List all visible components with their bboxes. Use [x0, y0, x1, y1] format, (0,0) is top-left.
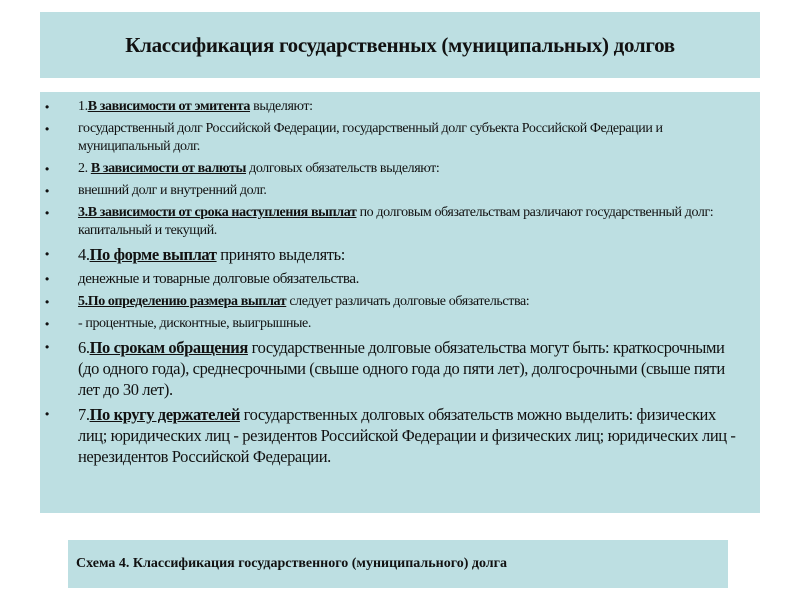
item-text: - процентные, дисконтные, выигрышные. [78, 316, 311, 331]
item-heading: В зависимости от валюты [90, 161, 247, 176]
item-text: по долговым обязательствам различают государственный долг: капитальный и текущий. [78, 205, 714, 238]
slide-title: Классификация государственных (муниципальных) долгов [125, 33, 675, 57]
item-text: государственные долговые обязательства могут быть: краткосрочными (до одного года), среднесрочными (свыше одного года до пяти лет), долгосрочными (свыше пяти лет до 30 лет). [78, 338, 725, 399]
item-text: внешний долг и внутренний долг. [78, 183, 267, 198]
list-item [78, 337, 740, 400]
list-item [78, 293, 740, 311]
item-text: принято выделять: [216, 245, 345, 264]
slide-title-box [40, 12, 760, 78]
list-item [78, 204, 740, 240]
item-prefix: 6. [78, 338, 90, 357]
list-item [78, 244, 740, 265]
item-heading: По срокам обращения [89, 338, 248, 357]
item-prefix: 4. [78, 245, 90, 264]
item-heading: 3.В зависимости от срока наступления выплат [78, 205, 357, 220]
item-prefix: 7. [78, 405, 90, 424]
item-text: выделяют: [250, 99, 313, 114]
list-item [78, 120, 740, 156]
list-item [78, 98, 740, 116]
item-prefix: 1. [78, 99, 88, 114]
caption-box [68, 540, 728, 588]
list-item [78, 404, 740, 467]
item-text: следует различать долговые обязательства: [286, 294, 530, 309]
classification-list [78, 98, 740, 467]
item-text: государственных долговых обязательств можно выделить: физических лиц; юридических лиц - резидентов Российской Федерации и физических лиц; юридических лиц - нерезидентов Российской Федерации. [78, 405, 736, 466]
list-item [78, 182, 740, 200]
list-item [78, 315, 740, 333]
item-heading: В зависимости от эмитента [87, 99, 251, 114]
item-heading: По кругу держателей [89, 405, 240, 424]
item-heading: 5.По определению размера выплат [78, 294, 287, 309]
item-heading: По форме выплат [89, 245, 217, 264]
list-item [78, 160, 740, 178]
item-text: денежные и товарные долговые обязательства. [78, 271, 360, 287]
item-prefix: 2. [78, 161, 91, 176]
list-item [78, 269, 740, 289]
scheme-caption: Схема 4. Классификация государственного (муниципального) долга [76, 556, 508, 571]
item-text: государственный долг Российской Федерации, государственный долг субъекта Российской Федерации и муниципальный долг. [78, 121, 663, 154]
classification-list-box [40, 92, 760, 513]
item-text: долговых обязательств выделяют: [246, 161, 440, 176]
